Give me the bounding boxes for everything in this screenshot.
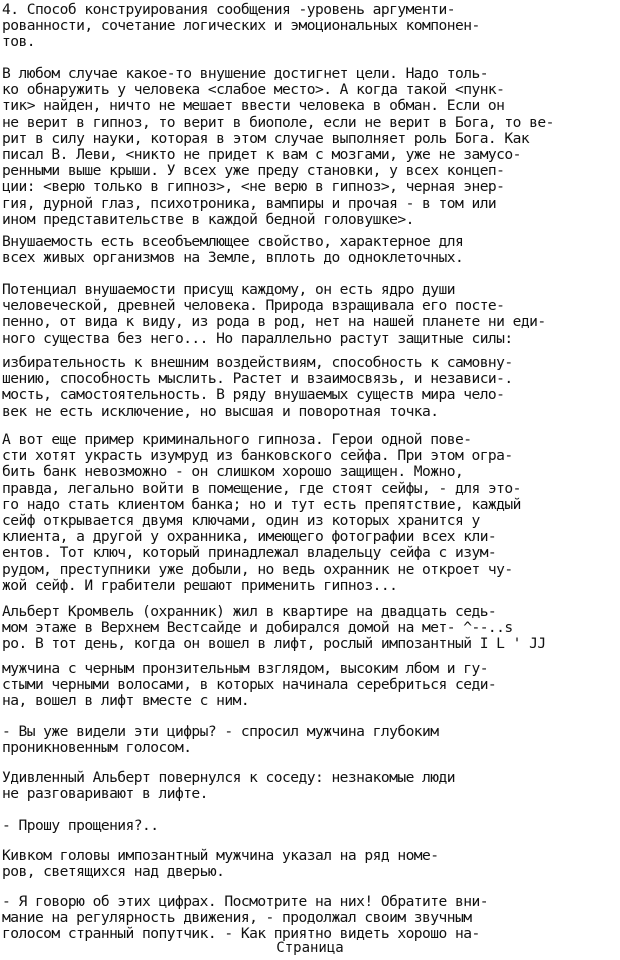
text-line: - Вы уже видели эти цифры? - спросил мужчина глубоким: [2, 723, 439, 740]
text-line: век не есть исключение, но высшая и поворотная точка.: [2, 402, 439, 420]
text-line: не разговаривают в лифте.: [2, 785, 208, 803]
text-line: рит в силу науки, которая в этом случае выполняет роль Бога. Как: [2, 129, 530, 147]
text-line: пенно, от вида к виду, из рода в род, нет на нашей планете ни еди-: [2, 313, 546, 331]
text-line: человеческой, древней человека. Природа взращивала его посте-: [2, 297, 505, 315]
text-line: ров, светящихся над дверью.: [2, 863, 225, 881]
text-line: ренными выше крыши. У всех уже преду становки, у всех концеп-: [2, 162, 505, 180]
text-line: тов.: [2, 33, 35, 51]
text-line: Кивком головы импозантный мужчина указал на ряд номе-: [2, 847, 439, 864]
text-line: жой сейф. И грабители решают применить гипноз...: [2, 576, 398, 594]
paragraph-4: [2, 282, 546, 347]
paragraph-12: [2, 848, 439, 880]
text-line: ции: <верю только в гипноз>, <не верю в гипноз>, черная энер-: [2, 178, 505, 196]
text-line: правда, легально войти в помещение, где стоят сейфы, - для это-: [2, 479, 521, 497]
paragraph-8: [2, 661, 496, 710]
text-line: писал В. Леви, <никто не придет к вам с мозгами, уже не замусо-: [2, 146, 521, 164]
text-line: на, вошел в лифт вместе с ним.: [2, 692, 250, 710]
text-line: Внушаемость есть всеобъемлющее свойство, характерное для: [2, 233, 464, 250]
text-line: всех живых организмов на Земле, вплоть до одноклеточных.: [2, 249, 464, 267]
page-footer: Страница: [276, 940, 344, 956]
text-line: Удивленный Альберт повернулся к соседу: незнакомые люди: [2, 769, 455, 786]
text-line: Альберт Кромвель (охранник) жил в квартире на двадцать седь-: [2, 603, 497, 620]
text-line: ко обнаружить у человека <слабое место>. А когда такой <пунк-: [2, 81, 505, 99]
text-line: ного существа без него... Но параллельно растут защитные силы:: [2, 329, 513, 347]
text-line: ро. В тот день, когда он вошел в лифт, рослый импозантный I L ' JJ: [2, 635, 546, 653]
text-line: гия, дурной глаз, психотроника, вампиры и прочая - в том или: [2, 194, 497, 212]
paragraph-9: [2, 724, 439, 756]
text-line: рованности, сочетание логических и эмоциональных компонен-: [2, 17, 480, 35]
text-line: мом этаже в Верхнем Вестсайде и добирался домой на мет- ^--..s: [2, 619, 513, 637]
text-line: мужчина с черным пронзительным взглядом, высоким лбом и гу-: [2, 660, 488, 677]
text-line: голосом странный попутчик. - Как приятно видеть хорошо на-: [2, 925, 480, 943]
paragraph-2: [2, 66, 554, 228]
text-line: стыми черными волосами, в которых начинала серебриться седи-: [2, 676, 497, 694]
text-line: мость, самостоятельность. В ряду внушаемых существ мира чело-: [2, 386, 505, 404]
text-line: бить банк невозможно - он слишком хорошо защищен. Можно,: [2, 463, 464, 481]
text-line: го надо стать клиентом банка; но и тут есть препятствие, каждый: [2, 495, 521, 513]
text-line: - Я говорю об этих цифрах. Посмотрите на них! Обратите вни-: [2, 893, 488, 910]
paragraph-11: [2, 818, 159, 834]
text-line: Потенциал внушаемости присущ каждому, он есть ядро души: [2, 281, 455, 298]
text-line: сейф открывается двумя ключами, один из которых хранится у: [2, 512, 480, 530]
text-line: А вот еще пример криминального гипноза. Герои одной пове-: [2, 431, 472, 448]
text-line: шению, способность мыслить. Растет и взаимосвязь, и независи-.: [2, 370, 513, 388]
text-line: - Прошу прощения?..: [2, 817, 159, 834]
paragraph-13: [2, 894, 488, 943]
paragraph-5: [2, 355, 513, 420]
text-line: сти хотят украсть изумруд из банковского сейфа. При этом огра-: [2, 447, 513, 465]
paragraph-6: [2, 432, 521, 594]
text-line: клиента, а другой у охранника, имеющего фотографии всех кли-: [2, 528, 497, 546]
text-line: проникновенным голосом.: [2, 739, 192, 757]
text-line: ином представительстве в каждой бедной головушке>.: [2, 210, 414, 228]
text-line: 4. Способ конструирования сообщения -уровень аргументи-: [2, 1, 455, 18]
paragraph-1: [2, 2, 480, 51]
paragraph-7: [2, 604, 546, 653]
text-line: тик> найден, ничто не мешает ввести человека в обман. Если он: [2, 97, 505, 115]
text-line: ентов. Тот ключ, который принадлежал владельцу сейфа с изум-: [2, 544, 497, 562]
paragraph-3: [2, 234, 463, 266]
text-line: В любом случае какое-то внушение достигнет цели. Надо толь-: [2, 65, 488, 82]
text-line: рудом, преступники уже добыли, но ведь охранник не откроет чу-: [2, 560, 513, 578]
text-line: мание на регулярность движения, - продолжал своим звучным: [2, 909, 472, 927]
text-line: избирательность к внешним воздействиям, способность к самовну-: [2, 354, 513, 371]
text-line: не верит в гипноз, то верит в биополе, если не верит в Бога, то ве-: [2, 113, 554, 131]
paragraph-10: [2, 770, 455, 802]
